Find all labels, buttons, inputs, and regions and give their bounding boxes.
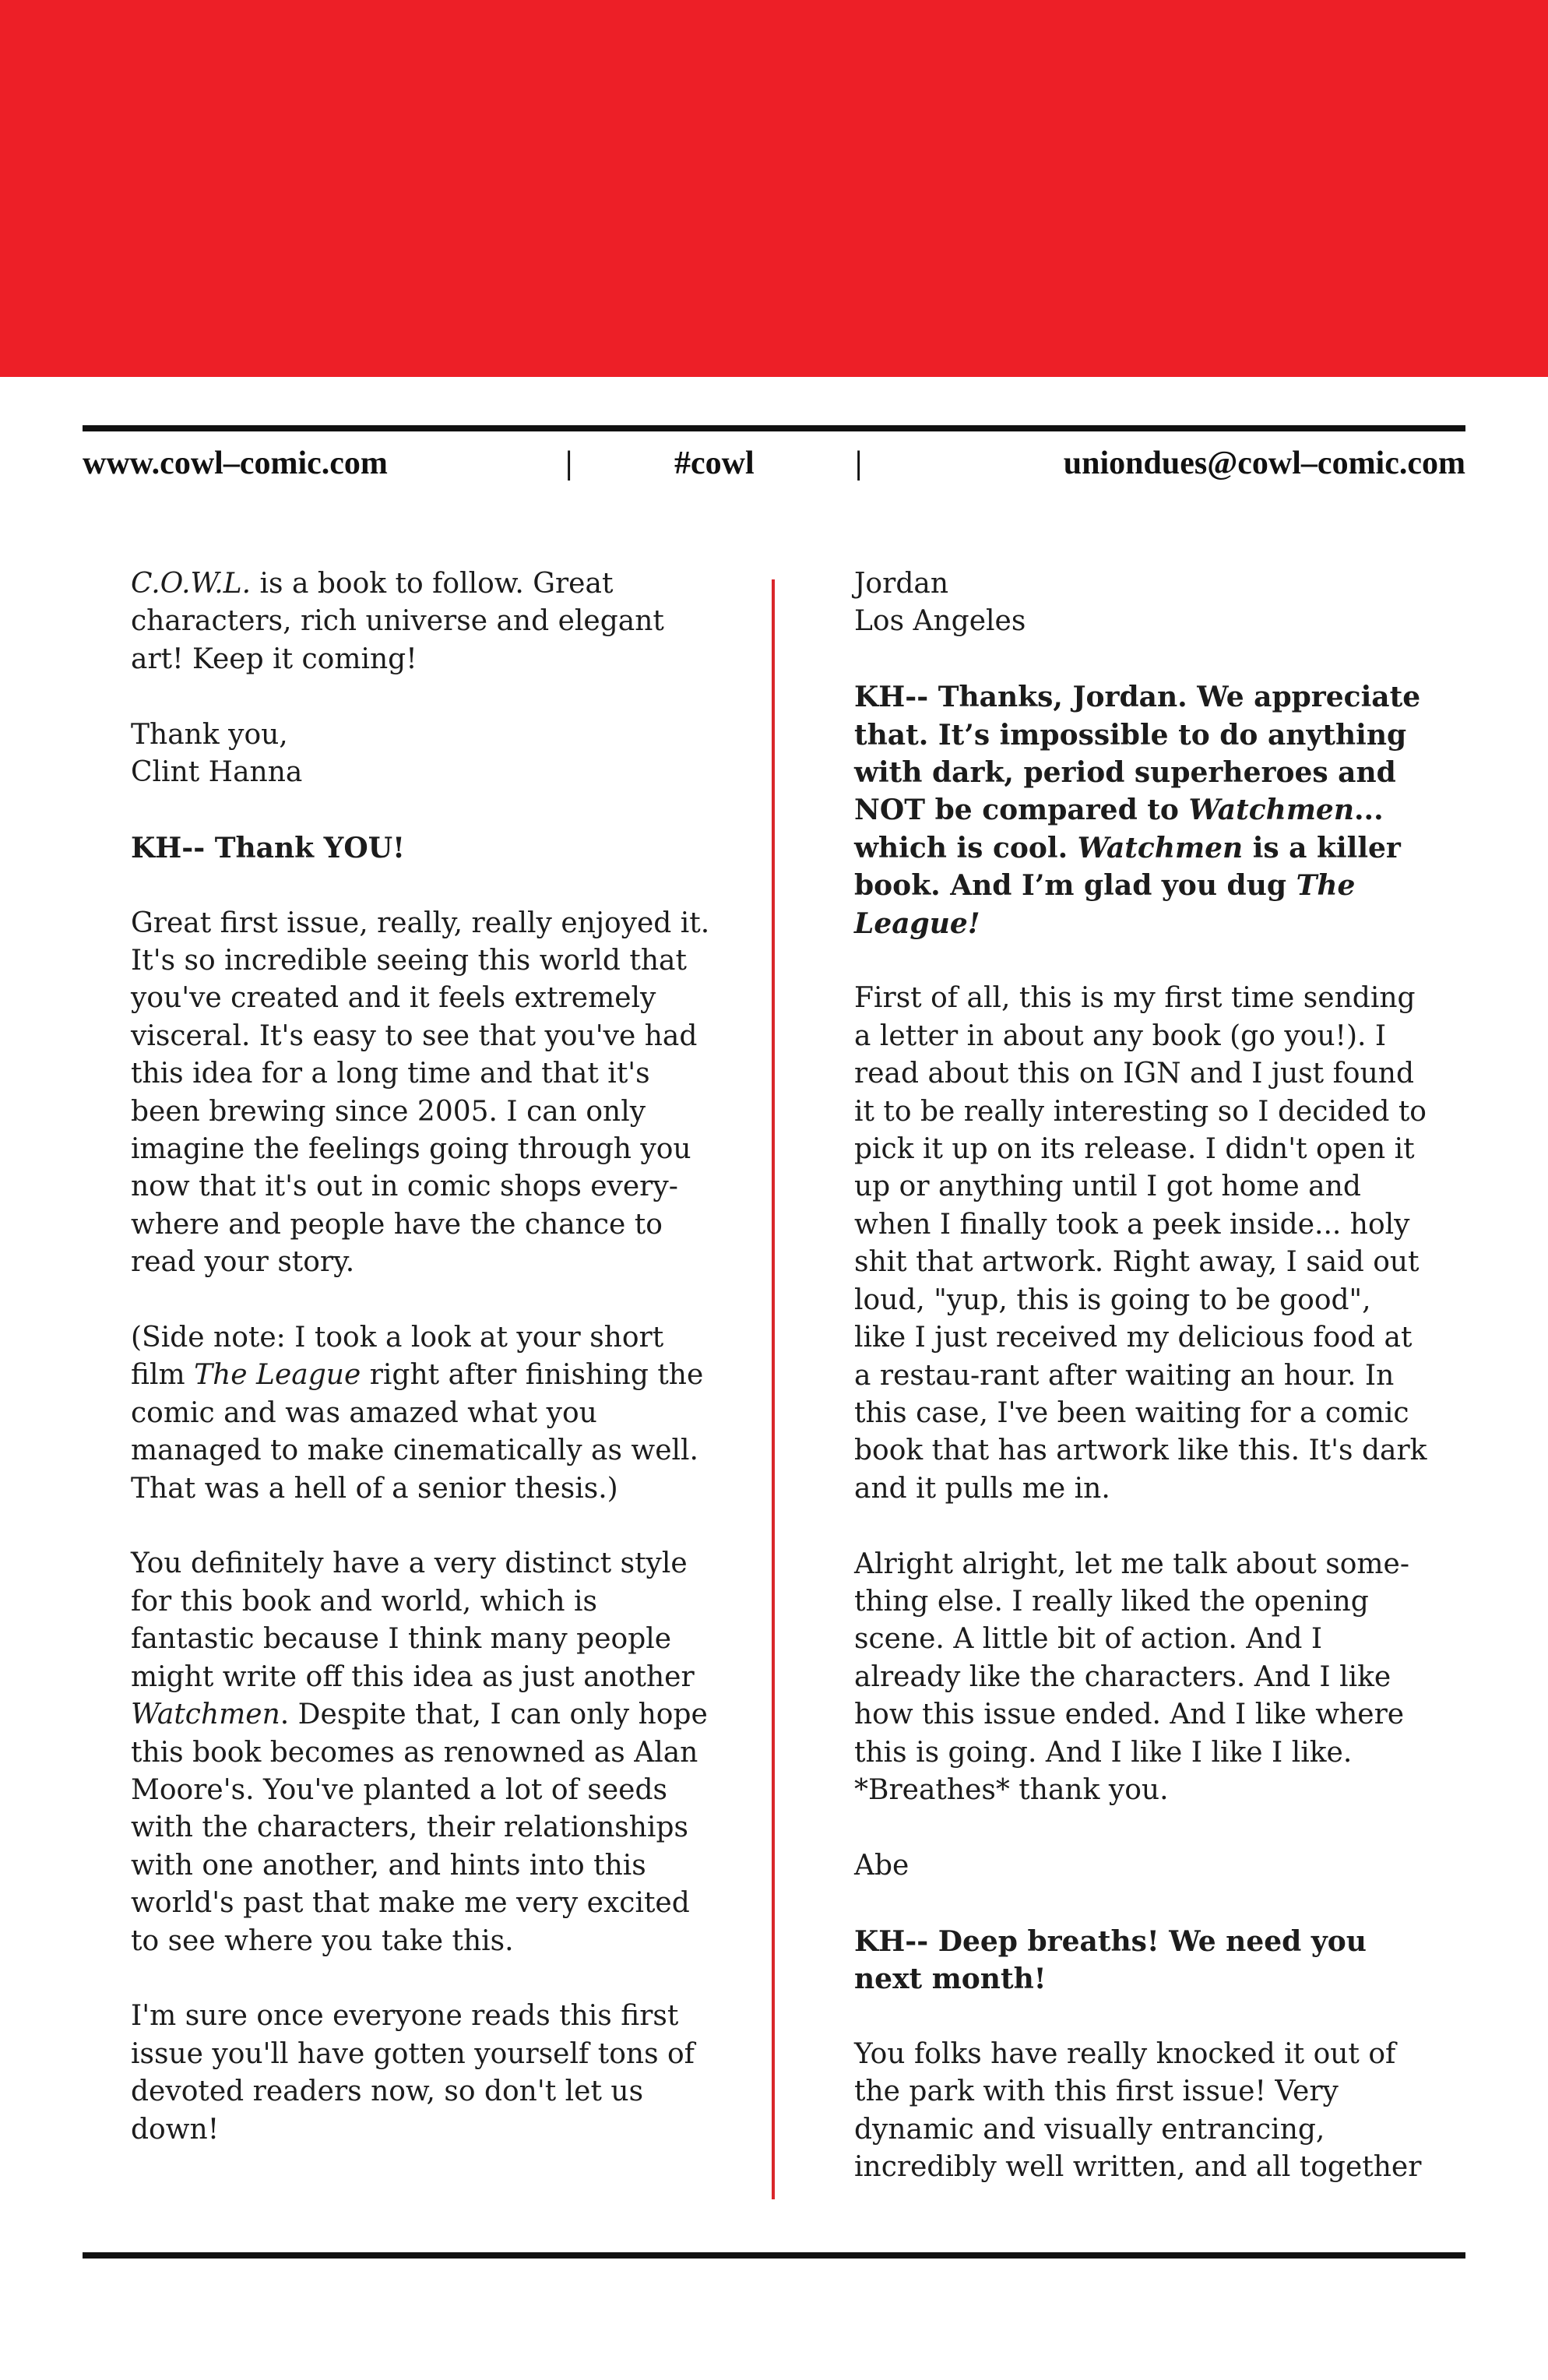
- contact-header: [83, 436, 1465, 491]
- header-separator: |: [855, 445, 863, 481]
- letter-paragraph: I'm sure once everyone reads this first issue you'll have gotten yourself tons of devoted readers now, so don't let us down!: [131, 2000, 695, 2146]
- hashtag[interactable]: #cowl: [674, 445, 755, 481]
- letter-paragraph: C.O.W.L. is a book to follow. Great characters, rich universe and elegant art! Keep it coming!: [131, 568, 664, 675]
- email-link[interactable]: uniondues@cowl–comic.com: [1063, 445, 1465, 481]
- letter-paragraph: You definitely have a very distinct style for this book and world, which is fantastic because I think many people might write off this idea as just another Watchmen. Despite that, I can only hope this book becomes as renowned as Alan Moore's. You've planted a lot of seeds with the characters, their relationships with one another, and hints into this world's past that make me very excited to see where you take this.: [131, 1547, 708, 1957]
- top-rule: [83, 425, 1465, 431]
- letter-paragraph: (Side note: I took a look at your short film The League right after finishing the comic and was amazed what you managed to make cinematically as well. That was a hell of a senior thesis.): [131, 1322, 704, 1505]
- letter-paragraph: Alright alright, let me talk about some-thing else. I really liked the opening scene. A little bit of action. And I already like the characters. And I like how this issue ended. And I like where this is going. And I like I like I like. *Breathes* thank you.: [854, 1547, 1410, 1806]
- letter-signature: Clint Hanna: [131, 756, 303, 789]
- letter-location: Los Angeles: [854, 605, 1026, 638]
- letter-signature: Abe: [854, 1849, 909, 1882]
- letter-signoff: Thank you,: [131, 718, 288, 751]
- editor-reply: KH-- Deep breaths! We need you next month!: [854, 1924, 1367, 1995]
- website-link[interactable]: www.cowl–comic.com: [83, 445, 388, 481]
- editor-reply: KH-- Thanks, Jordan. We appreciate that. It’s impossible to do anything with dark, period superheroes and NOT be compared to Watchmen... which is cool. Watchmen is a killer book. And I’m glad you dug The League!: [854, 681, 1421, 940]
- header-separator: |: [565, 445, 573, 481]
- bottom-rule: [83, 2252, 1465, 2259]
- right-column: [854, 565, 1430, 2224]
- header-color-band: [0, 0, 1548, 377]
- letter-signature: Jordan: [854, 568, 949, 600]
- column-divider: [772, 579, 775, 2199]
- editor-reply: KH-- Thank YOU!: [131, 831, 405, 864]
- book-title: C.O.W.L.: [131, 568, 252, 600]
- letter-paragraph: First of all, this is my first time sending a letter in about any book (go you!). I read about this on IGN and I just found it to be really interesting so I decided to pick it up on its release. I didn't open it up or anything until I got home and when I finally took a peek inside... holy shit that artwork. Right away, I said out loud, "yup, this is going to be good", like I just received my delicious food at a restau-rant after waiting an hour. In this case, I've been waiting for a comic book that has artwork like this. It's dark and it pulls me in.: [854, 982, 1427, 1505]
- left-column: [131, 565, 723, 2186]
- letter-paragraph: Great first issue, really, really enjoyed it. It's so incredible seeing this world that you've created and it feels extremely visceral. It's easy to see that you've had this idea for a long time and that it's been brewing since 2005. I can only imagine the feelings going through you now that it's out in comic shops every-where and people have the chance to read your story.: [131, 907, 710, 1279]
- letter-paragraph: You folks have really knocked it out of the park with this first issue! Very dynamic and visually entrancing, incredibly well written, and all together: [854, 2037, 1422, 2183]
